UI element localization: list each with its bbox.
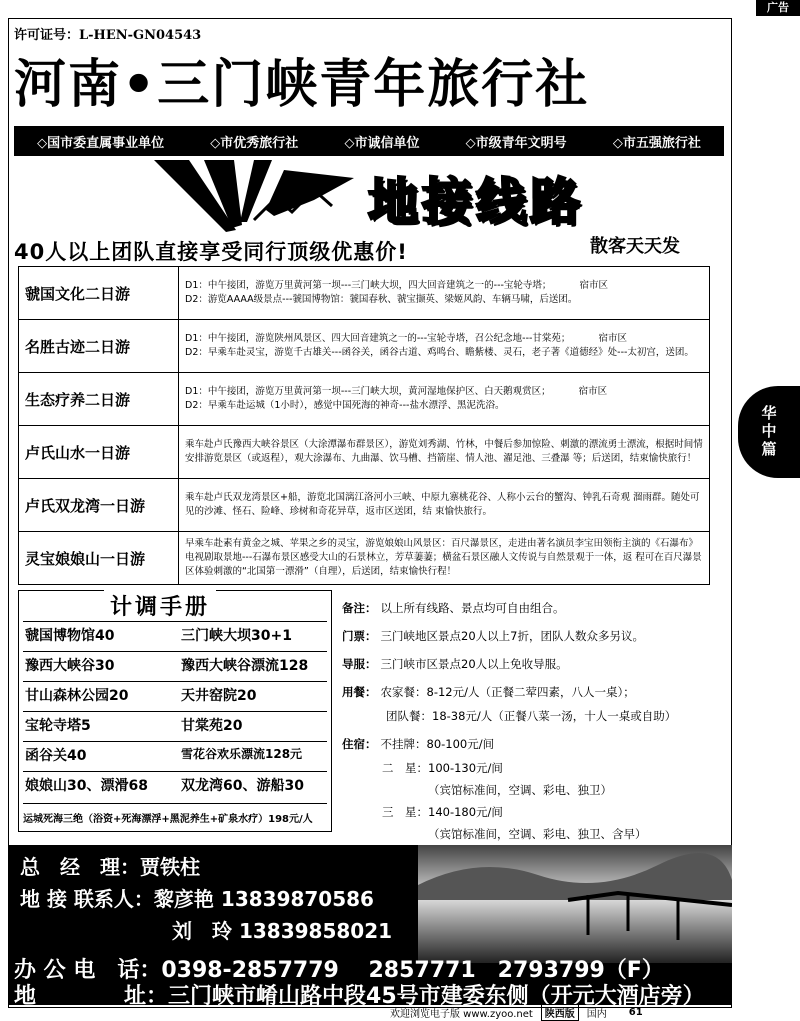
price-item: 函谷关40: [25, 748, 87, 764]
footer-region: 陕西版: [541, 1004, 579, 1021]
route-day2: D2：早乘车赴灵宝，游览千古雄关---函谷关，函谷古道、鸡鸣台、瞻紫楼、灵石，老子著《道德经》处---太初宫，送团。: [185, 347, 694, 358]
route-day2: D2：游览AAAA级景点---虢国博物馆：虢国春秋、虢宝撷英、梁姬风韵、车辆马啸，后送团。: [185, 294, 578, 305]
price-item: 豫西大峡谷30: [25, 658, 115, 674]
note-row: [342, 628, 644, 644]
route-row: [19, 479, 710, 532]
side-tab-char: 华: [761, 404, 777, 422]
page-footer: [390, 1004, 730, 1021]
note-label: 用餐：: [342, 685, 377, 699]
price-row: [23, 621, 327, 648]
note-label: 备注：: [342, 601, 377, 615]
note-row: [342, 684, 635, 700]
honor-item: ◇国市委直属事业单位: [37, 135, 165, 151]
route-desc: 早乘车赴素有黄金之城、苹果之乡的灵宝，游览娘娘山风景区：百尺瀑景区，走进由著名演员李宝田领衔主演的《石瀑布》电视剧取景地---石瀑布景区感受大山的石景林立，芳草萋萋；横盆石景区融人文传说与自然景观于一体，返 程可在百尺瀑景区体验刺激的“北国第一漂滑”（自理），后送团，结束愉快行程！: [179, 532, 710, 585]
honor-item: ◇市级青年文明号: [465, 135, 567, 151]
company-name: 河南•三门峡青年旅行社: [14, 55, 590, 115]
route-row: [19, 532, 710, 585]
manager-row: [20, 851, 200, 880]
price-item: 双龙湾60、游船30: [181, 778, 304, 794]
price-item: 雪花谷欢乐漂流128元: [181, 747, 303, 761]
note-text: （宾馆标准间，空调、彩电、独卫）: [428, 783, 612, 797]
contact-label: 地 接 联系人：: [20, 887, 154, 911]
route-row: [19, 426, 710, 479]
route-row: [19, 373, 710, 426]
route-name: 生态疗养二日游: [19, 373, 179, 426]
contact-person-2: 刘 玲 13839858021: [172, 919, 393, 943]
route-day1: D1：中午接团，游览陕州风景区、四大回音建筑之一的---宝轮寺塔，召公纪念地---甘棠苑；: [185, 333, 571, 345]
note-text: 以上所有线路、景点均可自由组合。: [380, 601, 565, 615]
route-desc: 乘车赴卢氏豫西大峡谷景区（大涂潭瀑布群景区），游览刘秀湖、竹林，中餐后参加惊险、刺激的漂流勇士漂流，根据时间情安排游览景区（或返程），观大涂瀑布、九曲瀑、饮马槽、挡箭崖、情人池、濯足池、三叠瀑 等；后送团，结束愉快旅行！: [179, 426, 710, 479]
footer-section: 国内: [586, 1009, 607, 1020]
local-tours-title: 地接线路: [368, 173, 584, 231]
price-item: 三门峡大坝30+1: [181, 628, 292, 644]
note-text: （宾馆标准间，空调、彩电、独卫、含早）: [428, 827, 647, 841]
route-row: [19, 320, 710, 373]
price-list-box: [18, 590, 332, 832]
contact-panel: [8, 845, 732, 1009]
route-desc: 乘车赴卢氏双龙湾景区+船，游览北国漓江洛河小三峡、中原九寨桃花谷、人称小云台的蟹沟、钟乳石奇观 溜雨群。随处可见的沙滩、怪石、险峰、珍树和奇花异草，返市区送团，结 束愉快旅行。: [179, 479, 710, 532]
route-row: [19, 267, 710, 320]
route-stay: 宿市区: [578, 386, 608, 398]
note-row: [428, 826, 647, 842]
price-item: 豫西大峡谷漂流128: [181, 658, 309, 674]
address-text: 三门峡市崤山路中段45号市建委东侧（开元大酒店旁）: [168, 984, 705, 1009]
route-name: 名胜古迹二日游: [19, 320, 179, 373]
routes-table: [18, 266, 710, 585]
daily-departure: 散客天天发: [590, 236, 680, 257]
note-row: [382, 804, 503, 820]
price-item: 宝轮寺塔5: [25, 718, 91, 734]
route-day2: D2：早乘车赴运城（1小时），感觉中国死海的神奇---盐水漂浮、黑泥洗浴。: [185, 400, 505, 411]
honors-bar: [14, 126, 724, 156]
route-desc: [179, 320, 710, 373]
price-row: [23, 771, 327, 798]
honor-item: ◇市优秀旅行社: [210, 135, 299, 151]
route-name: 卢氏山水一日游: [19, 426, 179, 479]
price-row: [23, 741, 327, 768]
footer-site: 欢迎浏览电子版 www.zyoo.net: [390, 1009, 533, 1020]
note-row: [342, 656, 568, 672]
manager-label: 总 经 理：: [20, 855, 140, 879]
note-row: [428, 782, 612, 798]
phone-number: 0398-2857779 2857771 2793799（F）: [161, 958, 664, 983]
price-item: 娘娘山30、漂滑68: [25, 778, 148, 794]
price-row: [23, 651, 327, 678]
note-text: 不挂牌：80-100元/间: [380, 737, 495, 751]
side-tab-char: 中: [761, 422, 777, 440]
note-text: 农家餐：8-12元/人（正餐二荤四素，八人一桌）；: [380, 685, 635, 699]
page-number: 61: [628, 1007, 643, 1018]
price-item: 甘山森林公园20: [25, 688, 129, 704]
ad-tag: 广告: [756, 0, 800, 16]
price-list-title: 计调手册: [104, 590, 216, 621]
honor-item: ◇市诚信单位: [344, 135, 420, 151]
address-label: 地 址：: [14, 984, 169, 1009]
price-item: 天井窑院20: [181, 688, 257, 704]
route-day1: D1：中午接团，游览万里黄河第一坝---三门峡大坝，四大回音建筑之一的---宝轮寺塔；: [185, 280, 552, 292]
phone-label: 办 公 电 话：: [14, 958, 162, 983]
route-name: 卢氏双龙湾一日游: [19, 479, 179, 532]
lake-scene-image: [418, 845, 732, 963]
route-stay: 宿市区: [598, 333, 627, 345]
note-row: [386, 708, 676, 724]
price-row: [23, 681, 327, 708]
price-footer: 运城死海三绝（浴资+死海漂浮+黑泥养生+矿泉水疗）198元/人: [23, 803, 327, 825]
note-label: 住宿：: [342, 737, 377, 751]
side-tab-char: 篇: [761, 440, 777, 458]
note-text: 二 星：100-130元/间: [382, 761, 503, 775]
stripe-graphic: [154, 160, 354, 232]
group-discount-headline: 40人以上团队直接享受同行顶级优惠价!: [14, 240, 408, 264]
note-row: [342, 736, 494, 752]
route-desc: [179, 373, 710, 426]
note-text: 三门峡地区景点20人以上7折，团队人数众多另议。: [380, 629, 644, 643]
contact-row: [20, 883, 374, 912]
manager-name: 贾铁柱: [140, 855, 200, 879]
route-stay: 宿市区: [579, 280, 608, 292]
note-label: 导服：: [342, 657, 377, 671]
region-side-tab: [738, 386, 800, 478]
route-name: 灵宝娘娘山一日游: [19, 532, 179, 585]
route-desc: [179, 267, 710, 320]
price-row: [23, 711, 327, 738]
note-text: 三门峡市区景点20人以上免收导服。: [380, 657, 568, 671]
note-label: 门票：: [342, 629, 377, 643]
note-text: 团队餐：18-38元/人（正餐八菜一汤，十人一桌或自助）: [386, 709, 677, 723]
note-text: 三 星：140-180元/间: [382, 805, 503, 819]
contact-person-1: 黎彦艳 13839870586: [153, 887, 374, 911]
note-row: [342, 600, 565, 616]
price-item: 虢国博物馆40: [25, 628, 115, 644]
honor-item: ◇市五强旅行社: [612, 135, 701, 151]
route-name: 虢国文化二日游: [19, 267, 179, 320]
route-day1: D1：中午接团，游览万里黄河第一坝---三门峡大坝，黄河湿地保护区、白天鹅观赏区；: [185, 386, 551, 398]
note-row: [382, 760, 503, 776]
license-number: 许可证号：L-HEN-GN04543: [14, 28, 202, 43]
price-item: 甘棠苑20: [181, 718, 243, 734]
